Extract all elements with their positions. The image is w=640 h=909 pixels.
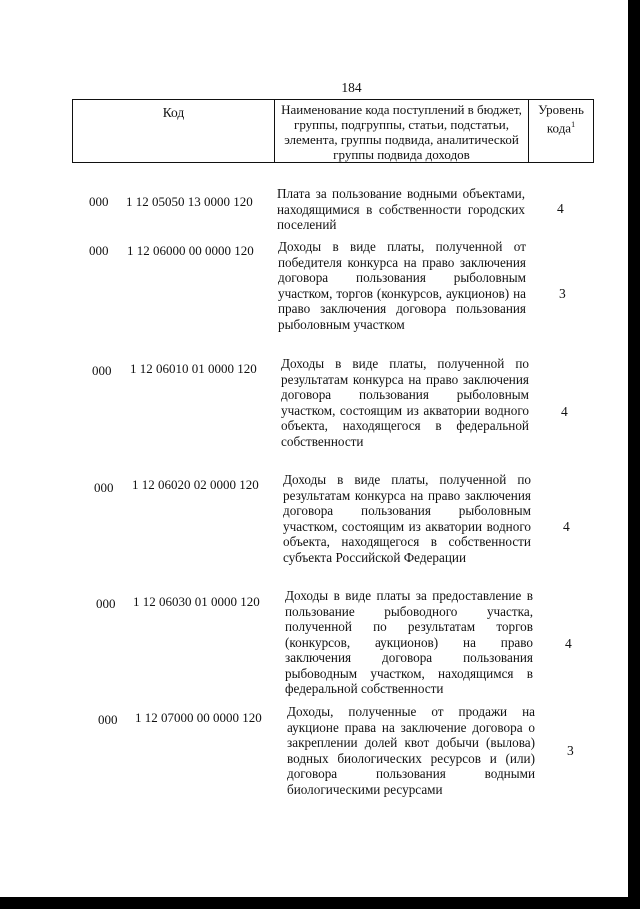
header-level-footnote: 1 xyxy=(571,120,576,129)
row-code: 1 12 06030 01 0000 120 xyxy=(133,594,260,609)
row-level: 4 xyxy=(557,201,564,216)
table-header xyxy=(72,99,594,163)
row-admin-code: 000 xyxy=(89,243,109,258)
row-description: Доходы в виде платы за предоставление в пользование рыбоводного участка, полученной по результатам торгов (конкурсов, аукционов) на право заключения договора пользования рыбоводным участком, находящимся в федеральной собственности xyxy=(285,588,533,696)
header-name: Наименование кода поступлений в бюджет, группы, подгруппы, статьи, подстатьи, элемента, группы подвида, аналитической группы подвида доходов xyxy=(275,100,529,162)
header-code: Код xyxy=(73,100,275,162)
page-number: 184 xyxy=(341,80,362,95)
row-level: 3 xyxy=(567,743,574,758)
row-admin-code: 000 xyxy=(96,596,116,611)
row-description: Доходы, полученные от продажи на аукционе права на заключение договора о закреплении долей квот добычи (вылова) водных биологических ресурсов и (или) договора пользования водными биологическими ресурсами xyxy=(287,704,535,797)
row-code: 1 12 06000 00 0000 120 xyxy=(127,243,254,258)
row-code: 1 12 06010 01 0000 120 xyxy=(130,361,257,376)
row-admin-code: 000 xyxy=(98,712,118,727)
header-level-label: Уровень кода xyxy=(538,102,584,136)
scan-border-bottom xyxy=(0,897,640,909)
row-code: 1 12 07000 00 0000 120 xyxy=(135,710,262,725)
row-level: 3 xyxy=(559,286,566,301)
row-description: Доходы в виде платы, полученной от победителя конкурса на право заключения договора пользования рыболовным участком, торгов (конкурсов, аукционов) на право заключения договора пользования рыболовным участком xyxy=(278,239,526,332)
scan-border-right xyxy=(628,0,640,909)
row-description: Доходы в виде платы, полученной по результатам конкурса на право заключения договора пользования рыболовным участком, состоящим из акватории водного объекта, находящегося в федеральной собственности xyxy=(281,356,529,449)
row-admin-code: 000 xyxy=(94,480,114,495)
row-description: Плата за пользование водными объектами, находящимися в собственности городских поселений xyxy=(277,186,525,232)
row-level: 4 xyxy=(565,636,572,651)
row-code: 1 12 05050 13 0000 120 xyxy=(126,194,253,209)
row-level: 4 xyxy=(561,404,568,419)
row-level: 4 xyxy=(563,519,570,534)
row-admin-code: 000 xyxy=(89,194,109,209)
header-level xyxy=(529,100,593,162)
row-code: 1 12 06020 02 0000 120 xyxy=(132,477,259,492)
row-description: Доходы в виде платы, полученной по результатам конкурса на право заключения договора пользования рыболовным участком, состоящим из акватории водного объекта, находящегося в собственности субъекта Российской Федерации xyxy=(283,472,531,565)
row-admin-code: 000 xyxy=(92,363,112,378)
